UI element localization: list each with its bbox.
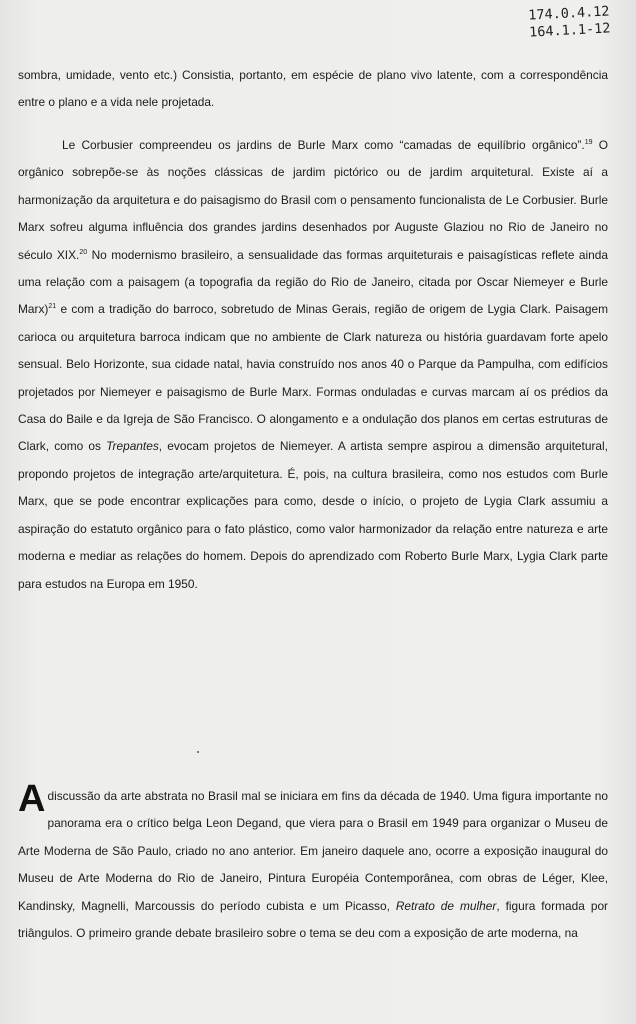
handwritten-annotation: [509, 3, 611, 42]
paragraph-3: [18, 778, 609, 947]
paragraph-continuation: [18, 62, 608, 117]
footnote-ref-20: 20: [79, 248, 88, 256]
ink-speck: [197, 751, 199, 753]
annotation-line-1: 174.0.4.12: [527, 3, 610, 24]
paragraph-3-text-a: discussão da arte abstrata no Brasil mal se iniciara em fins da década de 1940. Uma figura importante no panorama era o crítico belga Leon Degand, que viera para o Brasil em 1949 para organizar o Museu de Arte Moderna de São Paulo, criado no ano anterior. Em janeiro daquele ano, ocorre a exposição inaugural do Museu de Arte Moderna do Rio de Janeiro, Pintura Européia Contemporânea, com obras de Léger, Klee, Kandinsky, Magnelli, Marcoussis do período cubista e um Picasso,: [18, 789, 608, 913]
paragraph-2-text-e: , evocam projetos de Niemeyer. A artista sempre aspirou a dimensão arquitetural, propondo projetos de integração arte/arquitetura. É, pois, na cultura brasileira, como nos estudos com Burle Marx, que se pode encontrar explicações para como, desde o início, o projeto de Lygia Clark assumiu a aspiração do estatuto orgânico para o fato plástico, como valor harmonizador da relação entre natureza e arte moderna e mediar as relações do homem. Depois do aprendizado com Roberto Burle Marx, Lygia Clark parte para estudos na Europa em 1950.: [18, 439, 608, 591]
paragraph-2-text-b: O orgânico sobrepõe-se às noções clássicas de jardim pictórico ou de jardim arquitetural. Existe aí a harmonização da arquitetura e do paisagismo do Brasil com o pensamento funcionalista de Le Corbusier. Burle Marx sofreu alguma influência dos grandes jardins desenhados por Auguste Glaziou no Rio de Janeiro no século XIX.: [18, 138, 608, 262]
drop-cap: A: [18, 778, 46, 820]
paragraph-3-text-b: , figura formada por triângulos. O primeiro grande debate brasileiro sobre o tema se deu com a exposição de arte moderna, na: [18, 898, 609, 941]
faint-bleedthrough-mark: [4, 8, 94, 42]
paragraph-1: sombra, umidade, vento etc.) Consistia, portanto, em espécie de plano vivo latente, com a correspondência entre o plano e a vida nele projetada.: [18, 68, 608, 110]
paragraph-2: [18, 132, 608, 598]
footnote-ref-19: 19: [584, 139, 593, 146]
paragraph-le-corbusier: [18, 132, 608, 598]
paragraph-3-italic-title: Retrato de mulher: [395, 898, 497, 913]
annotation-line-2: 164.1.1-12: [528, 20, 611, 41]
paragraph-2-italic-title: Trepantes: [106, 439, 159, 454]
footnote-ref-21: 21: [48, 303, 57, 311]
paragraph-2-text-a: Le Corbusier compreendeu os jardins de Burle Marx como “camadas de equilíbrio orgânico”.: [62, 138, 585, 152]
paragraph-2-text-c: No modernismo brasileiro, a sensualidade das formas arquiteturais e paisagísticas reflete ainda uma relação com a paisagem (a topografia da região do Rio de Janeiro, citada por Oscar Niemeyer e Burle Marx): [18, 247, 608, 317]
paragraph-2-text-d: e com a tradição do barroco, sobretudo de Minas Gerais, região de origem de Lygia Clark. Paisagem carioca ou arquitetura barroca indicam que no ambiente de Clark natureza ou história guardavam forte apelo sensual. Belo Horizonte, sua cidade natal, havia construído nos anos 40 o Parque da Pampulha, com edifícios projetados por Niemeyer e paisagismo de Burle Marx. Formas onduladas e curvas marcam aí os prédios da Casa do Baile e da Igreja de São Francisco. O alongamento e a ondulação dos planos em certas estruturas de Clark, como os: [18, 302, 608, 454]
section-abstract-art: [18, 778, 609, 947]
